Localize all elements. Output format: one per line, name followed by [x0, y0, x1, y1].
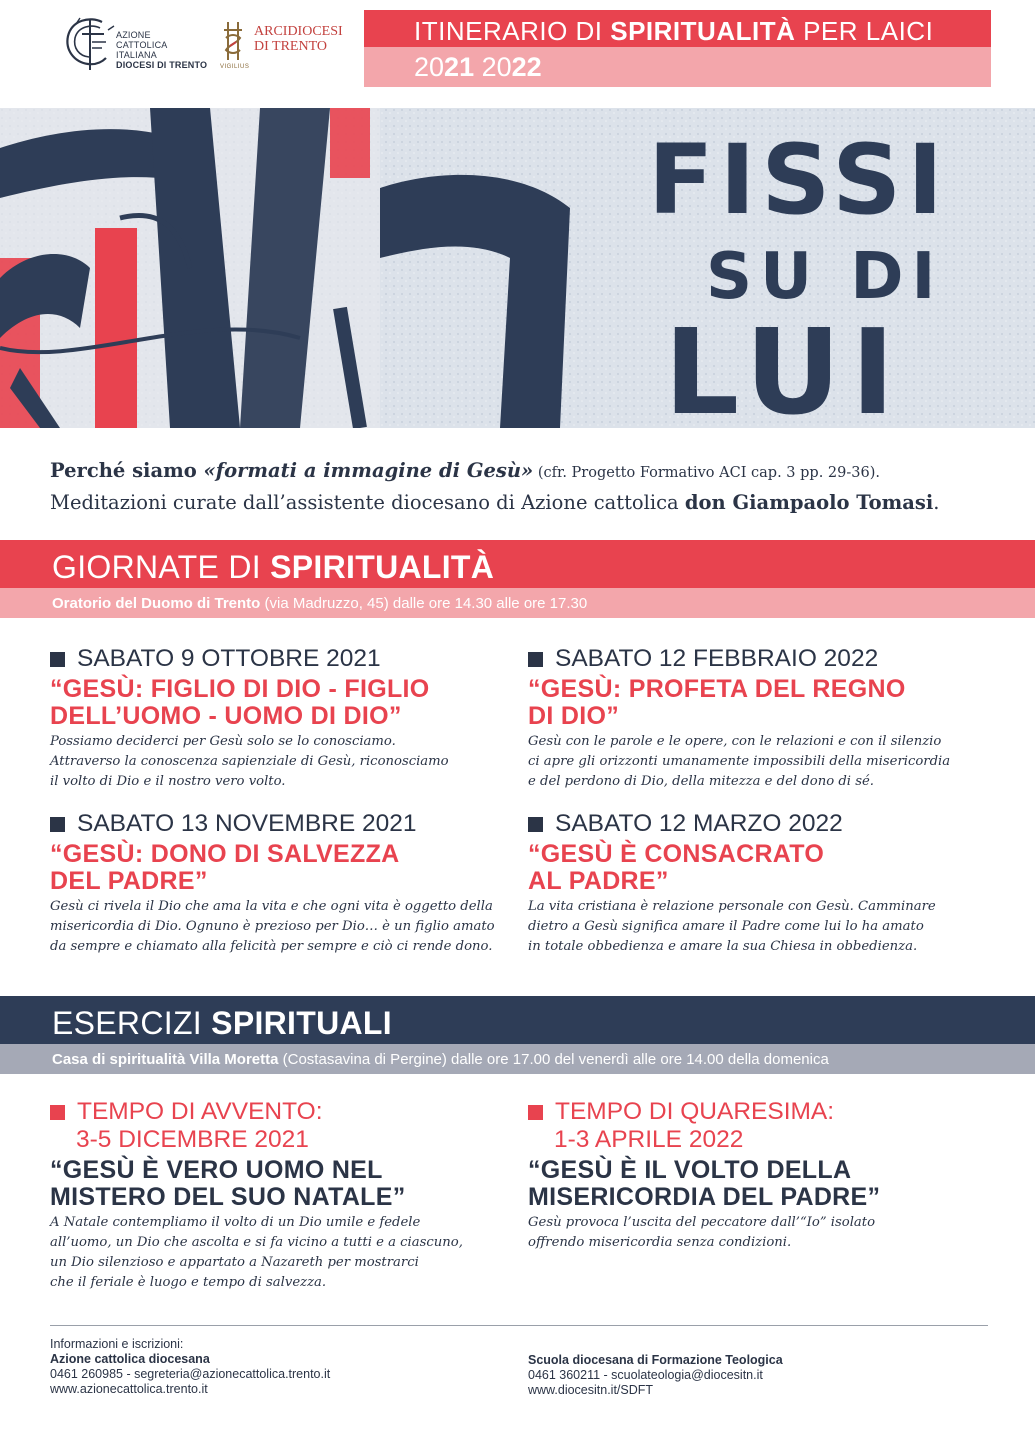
- hero-artwork: [0, 108, 1035, 428]
- event-date: SABATO 12 MARZO 2022: [555, 810, 843, 837]
- arcidiocesi-small-label: VIGILIUS: [220, 64, 250, 70]
- sdft-contact-link[interactable]: 0461 360211 - scuolateologia@diocesitn.it: [528, 1368, 763, 1382]
- giornate-location: Oratorio del Duomo di Trento (via Madruzzo, 45) dalle ore 14.30 alle ore 17.30: [52, 595, 588, 612]
- year-bar: [364, 47, 991, 87]
- event-febbraio: [528, 645, 988, 792]
- giornate-heading: GIORNATE DI SPIRITUALITÀ: [52, 549, 495, 585]
- event-date: SABATO 12 FEBBRAIO 2022: [555, 645, 879, 672]
- bullet-square-icon: [50, 1105, 65, 1120]
- event-description: Possiamo deciderci per Gesù solo se lo conosciamo. Attraverso la conoscenza sapienziale di Gesù, riconosciamo il volto di Dio e il nostro vero volto.: [50, 734, 449, 789]
- event-date: SABATO 13 NOVEMBRE 2021: [77, 810, 417, 837]
- intro-text: Perché siamo «formati a immagine di Gesù» (cfr. Progetto Formativo ACI cap. 3 pp. 29-36). Meditazioni curate dall’assistente diocesano di Azione cattolica don Giampaolo Tomasi.: [50, 459, 940, 514]
- event-description: Gesù provoca l’uscita del peccatore dall’“Io” isolato offrendo misericordia senza condizioni.: [528, 1215, 876, 1250]
- year-range: 2021 2022: [414, 52, 542, 82]
- esercizi-heading: ESERCIZI SPIRITUALI: [52, 1005, 392, 1041]
- hero-title-line-2: SU DI: [706, 240, 944, 314]
- event-description: La vita cristiana è relazione personale con Gesù. Camminare dietro a Gesù significa amare il Padre come lui lo ha amato in totale obbedienza e amare la sua Chiesa in obbedienza.: [528, 899, 936, 954]
- event-marzo: [528, 810, 988, 957]
- event-date: TEMPO DI QUARESIMA:: [555, 1098, 835, 1125]
- hero-illustration: [0, 108, 1035, 428]
- footer-contact-sdft: Scuola diocesana di Formazione Teologica 0461 360211 - scuolateologia@diocesitn.it www.diocesitn.it/SDFT: [528, 1353, 783, 1397]
- footer-divider: [50, 1325, 988, 1326]
- aci-wordmark: AZIONE CATTOLICA ITALIANA DIOCESI DI TRENTO: [116, 30, 208, 70]
- bullet-square-icon: [528, 1105, 543, 1120]
- arcidiocesi-emblem-icon: [220, 20, 246, 64]
- event-date-range: 1-3 APRILE 2022: [554, 1126, 744, 1153]
- bullet-square-icon: [50, 817, 65, 832]
- arcidiocesi-logo: [220, 20, 380, 76]
- hero-title-line-1: FISSI: [648, 124, 949, 236]
- bullet-square-icon: [528, 652, 543, 667]
- esercizi-section-header: [0, 996, 1035, 1074]
- event-title: “GESÙ: FIGLIO DI DIO - FIGLIO DELL’UOMO - UOMO DI DIO”: [50, 675, 430, 730]
- arcidiocesi-wordmark: ARCIDIOCESI DI TRENTO: [254, 24, 343, 54]
- event-title: “GESÙ È CONSACRATO AL PADRE”: [528, 840, 825, 895]
- page-title: ITINERARIO DI SPIRITUALITÀ PER LAICI: [414, 16, 934, 46]
- header: [0, 0, 1035, 108]
- title-bar: [364, 10, 991, 47]
- event-date: TEMPO DI AVVENTO:: [77, 1098, 323, 1125]
- footer-contact-aci: Informazioni e iscrizioni: Azione cattolica diocesana 0461 260985 - segreteria@azionecattolica.trento.it www.azionecattolica.trento.it: [50, 1337, 331, 1396]
- aci-website-link[interactable]: www.azionecattolica.trento.it: [50, 1382, 208, 1396]
- aci-logo: [62, 14, 212, 74]
- event-date-range: 3-5 DICEMBRE 2021: [76, 1126, 309, 1153]
- bullet-square-icon: [528, 817, 543, 832]
- aci-contact-link[interactable]: 0461 260985 - segreteria@azionecattolica.trento.it: [50, 1367, 331, 1381]
- event-novembre: [50, 810, 510, 957]
- aci-emblem-icon: [62, 14, 116, 74]
- event-title: “GESÙ È IL VOLTO DELLA MISERICORDIA DEL PADRE”: [528, 1156, 881, 1211]
- hero-title-line-3: LUI: [664, 303, 905, 428]
- event-description: Gesù ci rivela il Dio che ama la vita e che ogni vita è oggetto della misericordia di Dio. Ognuno è prezioso per Dio… è un figlio amato da sempre e chiamato alla felicità per sempre e ciò ci rende dono.: [50, 899, 495, 954]
- sdft-website-link[interactable]: www.diocesitn.it/SDFT: [528, 1383, 654, 1397]
- event-description: A Natale contempliamo il volto di un Dio umile e fedele all’uomo, un Dio che ascolta e si fa vicino a tutti e a ciascuno, un Dio silenzioso e appartato a Nazareth per mostrarci che il feriale è luogo e tempo di salvezza.: [50, 1215, 463, 1290]
- giornate-section-header: [0, 540, 1035, 618]
- event-quaresima: [528, 1098, 988, 1253]
- event-date: SABATO 9 OTTOBRE 2021: [77, 645, 381, 672]
- esercizi-location: Casa di spiritualità Villa Moretta (Costasavina di Pergine) dalle ore 17.00 del venerdì alle ore 14.00 della domenica: [52, 1051, 829, 1068]
- bullet-square-icon: [50, 652, 65, 667]
- event-title: “GESÙ: DONO DI SALVEZZA DEL PADRE”: [50, 840, 400, 895]
- event-ottobre: [50, 645, 510, 792]
- event-avvento: [50, 1098, 510, 1293]
- event-title: “GESÙ È VERO UOMO NEL MISTERO DEL SUO NATALE”: [50, 1156, 406, 1211]
- event-title: “GESÙ: PROFETA DEL REGNO DI DIO”: [528, 675, 906, 730]
- event-description: Gesù con le parole e le opere, con le relazioni e con il silenzio ci apre gli orizzonti umanamente impossibili della misericordia e del perdono di Dio, della mitezza e del dono di sé.: [528, 734, 951, 789]
